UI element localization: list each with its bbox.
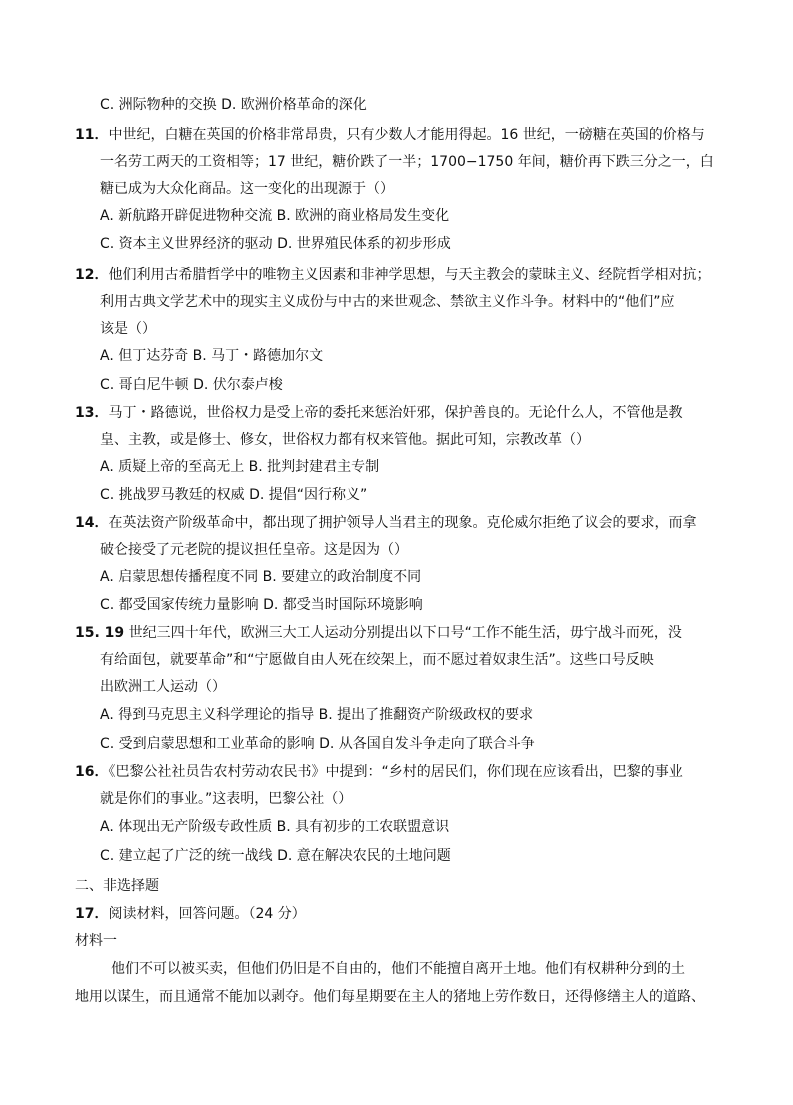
question-text: 该是（）	[100, 321, 156, 337]
question-11-stem	[75, 126, 705, 144]
question-text: 出欧洲工人运动（）	[100, 679, 226, 695]
option-line: A. 得到马克思主义科学理论的指导 B. 提出了推翻资产阶级政权的要求	[100, 707, 534, 723]
question-number: 15. 19	[75, 625, 125, 641]
option-line: A. 体现出无产阶级专政性质 B. 具有初步的工农联盟意识	[100, 819, 450, 835]
option-line: C. 受到启蒙思想和工业革命的影响 D. 从各国自发斗争走向了联合斗争	[100, 736, 535, 752]
option-line: A. 新航路开辟促进物种交流 B. 欧洲的商业格局发生变化	[100, 208, 450, 224]
option-line: A. 质疑上帝的至高无上 B. 批判封建君主专制	[100, 459, 380, 475]
option-line: C. 挑战罗马教廷的权威 D. 提倡“因行称义”	[100, 487, 368, 503]
option-line: A. 启蒙思想传播程度不同 B. 要建立的政治制度不同	[100, 569, 422, 585]
question-number: 11．	[75, 127, 109, 143]
question-text: 在英法资产阶级革命中，都出现了拥护领导人当君主的现象。克伦威尔拒绝了议会的要求，而拿	[108, 515, 697, 531]
question-14-stem	[75, 514, 696, 532]
question-text: 破仑接受了元老院的提议担任皇帝。这是因为（）	[100, 542, 408, 558]
question-number: 16．	[75, 764, 109, 780]
question-number: 14．	[75, 515, 109, 531]
question-text: 一名劳工两天的工资相等；17 世纪，糖价跌了一半；1700−1750 年间，糖价再下跌三分之一，白	[100, 154, 714, 170]
material-text: 地用以谋生，而且通常不能加以剥夺。他们每星期要在主人的猪地上劳作数日，还得修缮主人的道路、	[75, 989, 705, 1005]
material-label: 材料一	[75, 933, 117, 949]
question-text: 《巴黎公社社员告农村劳动农民书》中提到：“乡村的居民们，你们现在应该看出，巴黎的事业	[108, 764, 683, 780]
question-text: 就是你们的事业。”这表明，巴黎公社（）	[100, 791, 353, 807]
question-text: 他们利用古希腊哲学中的唯物主义因素和非神学思想，与天主教会的蒙昧主义、经院哲学相对抗；	[108, 267, 711, 283]
option-line: C. 建立起了广泛的统一战线 D. 意在解决农民的土地问题	[100, 848, 451, 864]
question-number: 13．	[75, 405, 109, 421]
option-line: C. 都受国家传统力量影响 D. 都受当时国际环境影响	[100, 597, 423, 613]
question-number: 12．	[75, 267, 109, 283]
option-line: A. 但丁达芬奇 B. 马丁・路德加尔文	[100, 348, 324, 364]
question-12-stem	[75, 266, 710, 284]
question-text: 皇、主教，或是修士、修女，世俗权力都有权来管他。据此可知，宗教改革（）	[100, 432, 590, 448]
question-text: 有给面包，就要革命”和“宁愿做自由人死在绞架上，而不愿过着奴隶生活”。这些口号反映	[100, 652, 654, 668]
question-text: 中世纪，白糖在英国的价格非常昂贵，只有少数人才能用得起。16 世纪，一磅糖在英国的价格与	[108, 127, 705, 143]
option-line: C. 洲际物种的交换 D. 欧洲价格革命的深化	[100, 97, 367, 113]
question-text: 利用古典文学艺术中的现实主义成份与中古的来世观念、禁欲主义作斗争。材料中的“他们”应	[100, 294, 675, 310]
question-text: 马丁・路德说，世俗权力是受上帝的委托来惩治奸邪，保护善良的。无论什么人，不管他是教	[108, 405, 683, 421]
question-13-stem	[75, 404, 682, 422]
question-16-stem	[75, 763, 683, 781]
question-number: 17．	[75, 906, 109, 922]
question-text: 糖已成为大众化商品。这一变化的出现源于（）	[100, 181, 394, 197]
question-17-stem	[75, 905, 306, 923]
question-text: 世纪三四十年代，欧洲三大工人运动分别提出以下口号“工作不能生活，毋宁战斗而死，没	[124, 625, 682, 641]
section-heading: 二、非选择题	[75, 878, 159, 894]
material-text: 他们不可以被买卖，但他们仍旧是不自由的，他们不能擅自离开土地。他们有权耕种分到的土	[111, 961, 685, 977]
option-line: C. 哥白尼牛顿 D. 伏尔泰卢梭	[100, 377, 283, 393]
question-text: 阅读材料，回答问题。（24 分）	[108, 906, 306, 922]
question-15-stem	[75, 624, 682, 642]
option-line: C. 资本主义世界经济的驱动 D. 世界殖民体系的初步形成	[100, 236, 451, 252]
